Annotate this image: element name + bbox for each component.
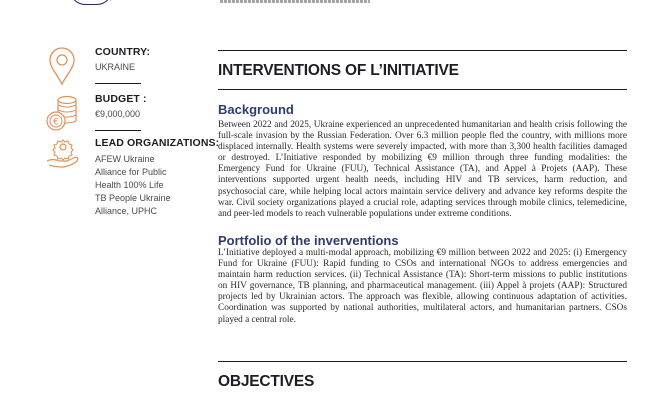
organization-item: Alliance for Public	[95, 167, 167, 177]
info-sidebar	[0, 0, 220, 400]
background-heading: Background	[218, 102, 294, 117]
section-title: INTERVENTIONS OF L’INITIATIVE	[218, 62, 459, 79]
hand-gear-icon	[45, 137, 81, 176]
lead-organizations-label: LEAD ORGANIZATIONS:	[95, 137, 220, 149]
organization-item: Alliance, UPHC	[95, 206, 158, 216]
organization-item: Health 100% Life	[95, 180, 164, 190]
country-value: UKRAINE	[95, 62, 136, 72]
divider	[95, 83, 141, 84]
divider	[95, 130, 141, 131]
objectives-title: OBJECTIVES	[218, 373, 315, 390]
section-divider	[218, 361, 627, 362]
svg-text:€: €	[53, 117, 59, 128]
country-label: COUNTRY:	[95, 46, 151, 58]
budget-label: BUDGET :	[95, 93, 147, 105]
header-text-fragment	[220, 0, 370, 3]
section-divider	[218, 50, 627, 51]
location-pin-icon	[45, 46, 79, 91]
coins-euro-icon	[45, 93, 81, 138]
portfolio-paragraph: L’Initiative deployed a multi-modal approach, mobilizing €9 million between 2022 and 2025: (i) Emergency Fund for Ukraine (FUU): Rapid funding to CSOs and international NGOs to address emergencies and maintain harm reduction services. (ii) Technical Assistance (TA): Short-term missions to public institutions on HIV governance, TB planning, and pharmaceutical management. (iii) Appel à projets (AAP): Structured projects led by Ukrainian actors. The approach was flexible, allowing continuous adaptation of activities. Coordination was supported by national authorities, multilateral actors, and humanitarian partners. CSOs played a central role.	[218, 248, 627, 325]
section-divider	[218, 89, 627, 90]
organization-item: AFEW Ukraine	[95, 154, 155, 164]
budget-value: €9,000,000	[95, 109, 141, 119]
background-paragraph: Between 2022 and 2025, Ukraine experienced an unprecedented humanitarian and health crisis following the full-scale invasion by the Russian Federation. Over 6.3 million people fled the country, with millions more displaced internally. Health systems were severely impacted, with more than 3,300 health facilities damaged or destroyed. L’Initiative responded by mobilizing €9 million through three funding modalities: the Emergency Fund for Ukraine (FUU), Technical Assistance (TA), and Appel à Projets (AAP). These interventions supported urgent health needs, including HIV and TB services, harm reduction, and psychosocial care, while helping local actors maintain service delivery and advance key reforms despite the war. Civil society organizations played a crucial role, adapting services through mobile clinics, telemedicine, and peer-led models to reach vulnerable populations under extreme conditions.	[218, 120, 627, 219]
organization-item: TB People Ukraine	[95, 193, 171, 203]
portfolio-heading: Portfolio of the inverventions	[218, 233, 399, 248]
